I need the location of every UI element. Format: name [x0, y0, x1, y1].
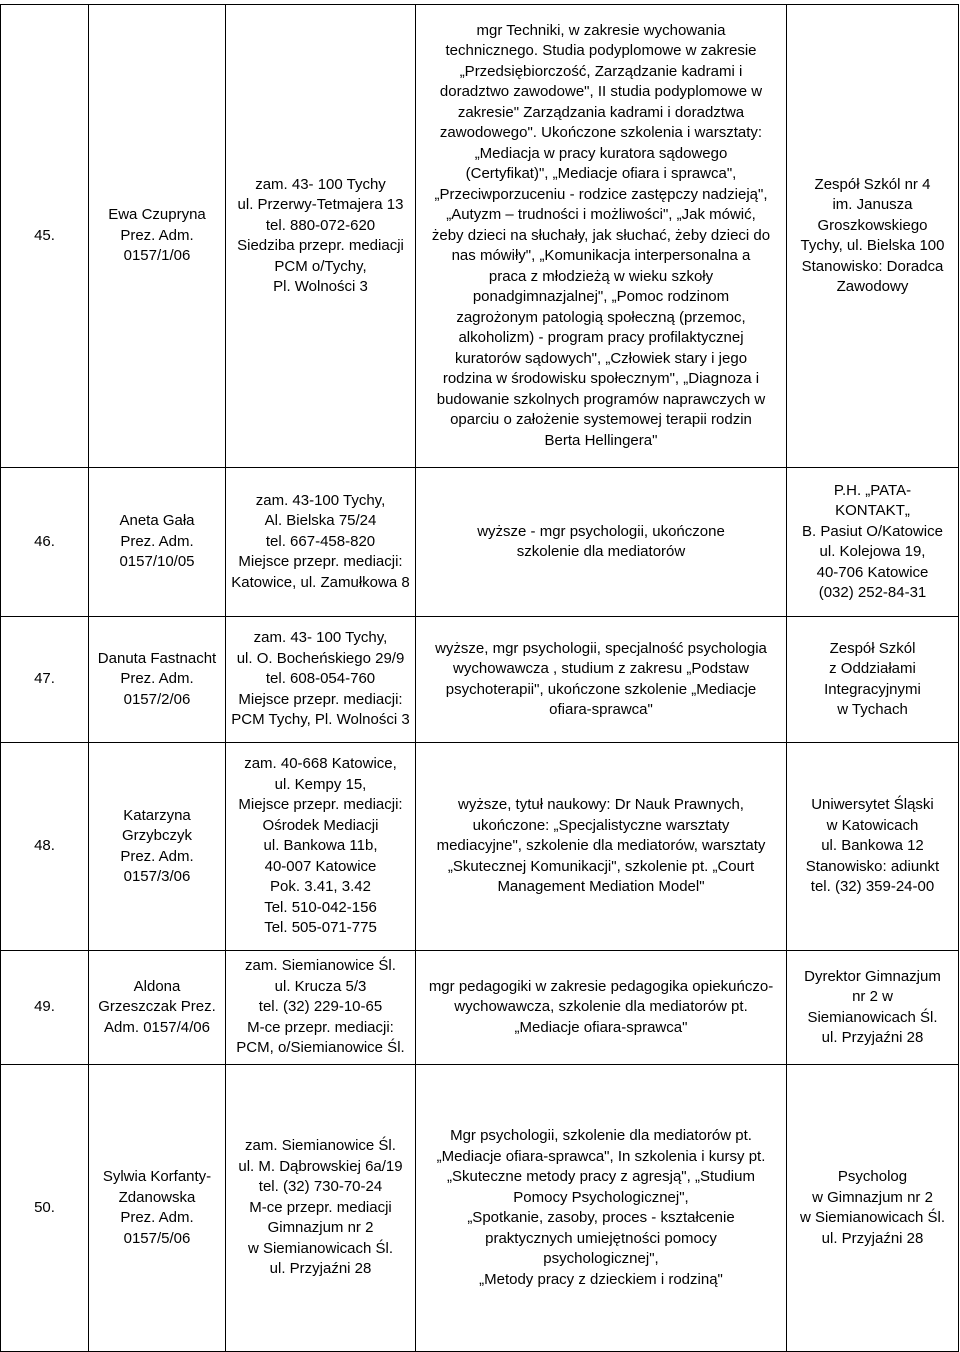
address-line: tel. 880-072-620 — [265, 216, 376, 234]
education-line: alkoholizm) - program pracy profilaktycznej — [458, 329, 744, 347]
row-number: 47. — [1, 617, 89, 743]
education-cell — [416, 1065, 787, 1352]
workplace-line: Dyrektor Gimnazjum — [804, 967, 941, 985]
row-number: 45. — [1, 5, 89, 468]
table-row — [1, 617, 959, 743]
address-line: tel. (32) 229-10-65 — [258, 998, 383, 1016]
education-line: oparciu o założenie systemowej terapii rodzin — [450, 411, 752, 429]
workplace-cell — [787, 5, 959, 468]
table-row — [1, 1065, 959, 1352]
address-line: zam. 43- 100 Tychy — [255, 175, 386, 193]
address-line: ul. Krucza 5/3 — [274, 977, 367, 995]
mediator-name-line: Prez. Adm. — [120, 847, 194, 865]
workplace-line: ul. Kolejowa 19, — [819, 543, 926, 560]
mediator-name-line: Prez. Adm. — [120, 1209, 194, 1226]
mediator-name-cell — [89, 1065, 226, 1352]
address-line: Miejsce przepr. mediacji: — [238, 796, 403, 814]
mediator-name-cell — [89, 617, 226, 743]
education-line: praca z młodzieżą w wieku szkoły — [488, 267, 714, 285]
address-line: zam. 40-668 Katowice, — [244, 755, 397, 773]
workplace-line: ul. Bankowa 12 — [821, 837, 924, 855]
address-line: Katowice, ul. Zamułkowa 8 — [231, 573, 410, 591]
address-line: PCM, o/Siemianowice Śl. — [236, 1039, 405, 1057]
address-line: M-ce przepr. mediacji: — [247, 1018, 394, 1036]
address-cell — [226, 951, 416, 1065]
education-line: rodzina w środowisku społecznym", „Diagnoza i — [442, 370, 760, 388]
workplace-line: B. Pasiut O/Katowice — [802, 522, 943, 540]
education-line: zawodowego". Ukończone szkolenia i warsztaty: — [439, 124, 763, 142]
workplace-line: im. Janusza — [832, 196, 913, 213]
mediator-name-line: Ewa Czupryna — [108, 206, 206, 224]
education-line: psychologicznej", — [543, 1250, 659, 1267]
address-line: zam. 43-100 Tychy, — [255, 491, 386, 509]
education-line: mgr pedagogiki w zakresie pedagogika opiekuńczo- — [428, 977, 774, 995]
workplace-line: Integracyjnymi — [824, 680, 921, 698]
workplace-line: Zespół Szkól nr 4 — [814, 175, 931, 193]
address-cell — [226, 743, 416, 951]
row-number: 49. — [1, 951, 89, 1065]
workplace-line: Stanowisko: adiunkt — [805, 857, 940, 875]
mediator-name-line: Sylwia Korfanty- — [102, 1168, 212, 1185]
education-line: „Przeciwporzuceniu - rodzice zastępczy nadzieją", — [434, 185, 768, 203]
address-line: PCM o/Tychy, — [274, 257, 367, 275]
education-line: żeby dzieci na słuchały, jak słuchać, żeby dzieci do — [431, 226, 771, 244]
education-line: (Certyfikat)", „Mediacje ofiara i sprawca", — [465, 165, 737, 183]
address-line: tel. (32) 730-70-24 — [258, 1178, 383, 1196]
mediator-name-line: 0157/5/06 — [123, 1229, 191, 1247]
education-line: „Skuteczne metody pracy z agresją", „Studium — [447, 1168, 755, 1185]
workplace-cell — [787, 743, 959, 951]
address-cell — [226, 5, 416, 468]
education-line: mediacyjne", szkolenie dla mediatorów, warsztaty — [436, 837, 766, 855]
address-line: Pok. 3.41, 3.42 — [270, 878, 371, 896]
workplace-line: Groszkowskiego — [817, 216, 928, 234]
table-row — [1, 468, 959, 617]
address-cell — [226, 617, 416, 743]
education-cell — [416, 951, 787, 1065]
education-line: „Autyzm – trudności i możliwości", „Jak mówić, — [446, 206, 756, 224]
education-cell — [416, 617, 787, 743]
workplace-line: 40-706 Katowice — [816, 563, 929, 581]
address-line: ul. Bankowa 11b, — [263, 837, 378, 855]
mediator-name-cell — [89, 743, 226, 951]
education-line: „Spotkanie, zasoby, proces - kształcenie — [467, 1209, 735, 1226]
workplace-line: w Katowicach — [826, 816, 919, 834]
education-cell — [416, 743, 787, 951]
workplace-line: (032) 252-84-31 — [818, 584, 927, 601]
workplace-line: KONTAKT„ — [835, 502, 910, 519]
workplace-line: Siemianowicach Śl. — [807, 1008, 938, 1026]
row-number: 50. — [1, 1065, 89, 1352]
workplace-line: w Tychach — [837, 701, 908, 718]
education-line: wychowawcza , studium z zakresu „Podstaw — [453, 660, 749, 677]
row-number: 46. — [1, 468, 89, 617]
education-line: „Skutecznej Komunikacji", szkolenie pt. „Court — [447, 857, 755, 875]
mediator-name-line: 0157/3/06 — [123, 868, 191, 885]
education-line: praktycznych umiejętności pomocy — [485, 1229, 717, 1247]
education-line: doradztwo zawodowe", II studia podyplomowe w — [439, 83, 763, 101]
education-cell — [416, 468, 787, 617]
mediator-name-line: Katarzyna — [123, 806, 191, 824]
address-line: zam. Siemianowice Śl. — [245, 957, 396, 975]
workplace-line: tel. (32) 359-24-00 — [810, 878, 935, 896]
address-line: ul. Przerwy-Tetmajera 13 — [237, 196, 404, 213]
mediator-name-line: 0157/10/05 — [119, 553, 195, 571]
workplace-cell — [787, 617, 959, 743]
workplace-line: w Gimnazjum nr 2 — [812, 1188, 933, 1206]
workplace-line: w Siemianowicach Śl. — [799, 1209, 946, 1226]
workplace-cell — [787, 468, 959, 617]
education-line: ponadgimnazjalnej", „Pomoc rodzinom — [472, 288, 730, 306]
address-cell — [226, 468, 416, 617]
workplace-line: P.H. „PATA- — [833, 481, 912, 499]
table-row — [1, 5, 959, 468]
mediator-name-cell — [89, 5, 226, 468]
mediator-name-line: Grzeszczak Prez. — [98, 998, 216, 1016]
education-line: Mgr psychologii, szkolenie dla mediatorów pt. — [450, 1127, 752, 1144]
education-line: kuratorów sądowych", „Człowiek stary i jego — [454, 349, 748, 367]
education-line: zakresie" Zarządzania kadrami i doradztwa — [457, 103, 745, 121]
education-line: psychoterapii", ukończone szkolenie „Mediacje — [445, 680, 757, 698]
education-line: wychowawcza, szkolenie dla mediatorów pt. — [454, 998, 748, 1016]
education-line: „Mediacja w pracy kuratora sądowego — [474, 144, 728, 162]
mediator-name-line: 0157/1/06 — [123, 247, 191, 265]
mediator-name-line: Adm. 0157/4/06 — [104, 1018, 210, 1036]
address-line: zam. 43- 100 Tychy, — [253, 629, 388, 647]
workplace-line: Zawodowy — [836, 278, 909, 295]
address-line: Siedziba przepr. mediacji — [237, 237, 404, 254]
workplace-line: Zespół Szkól — [829, 639, 916, 657]
table-row — [1, 743, 959, 951]
address-line: Miejsce przepr. mediacji: — [238, 553, 403, 571]
education-cell — [416, 5, 787, 468]
address-line: zam. Siemianowice Śl. — [245, 1137, 396, 1155]
mediator-name-cell — [89, 468, 226, 617]
mediator-name-cell — [89, 951, 226, 1065]
education-line: „Przedsiębiorczość, Zarządzanie kadrami i — [459, 62, 743, 80]
address-line: Miejsce przepr. mediacji: — [238, 690, 403, 708]
education-line: ofiara-sprawca" — [549, 701, 653, 718]
mediator-name-line: Aldona — [133, 977, 181, 995]
workplace-line: Tychy, ul. Bielska 100 — [800, 237, 945, 254]
address-line: ul. M. Dąbrowskiej 6a/19 — [238, 1157, 403, 1175]
mediator-name-line: 0157/2/06 — [123, 690, 191, 708]
address-line: Gimnazjum nr 2 — [267, 1219, 374, 1237]
address-line: M-ce przepr. mediacji — [249, 1198, 392, 1216]
workplace-line: ul. Przyjaźni 28 — [821, 1229, 924, 1247]
mediator-name-line: Prez. Adm. — [120, 226, 194, 244]
mediator-name-line: Grzybczyk — [121, 827, 192, 844]
workplace-line: nr 2 w — [852, 988, 893, 1005]
address-line: tel. 667-458-820 — [265, 532, 376, 550]
mediator-name-line: Zdanowska — [118, 1188, 196, 1206]
education-line: szkolenie dla mediatorów — [516, 543, 686, 560]
address-line: ul. Przyjaźni 28 — [269, 1260, 372, 1278]
education-line: „Mediacje ofiara-sprawca", In szkolenia i kursy pt. — [436, 1147, 766, 1165]
address-line: Ośrodek Mediacji — [262, 816, 379, 834]
address-line: Al. Bielska 75/24 — [264, 512, 377, 530]
education-line: Berta Hellingera" — [544, 431, 658, 449]
address-line: PCM Tychy, Pl. Wolności 3 — [231, 711, 410, 729]
education-line: wyższe, tytuł naukowy: Dr Nauk Prawnych, — [458, 796, 744, 814]
address-line: ul. O. Bocheńskiego 29/9 — [236, 649, 405, 667]
row-number: 48. — [1, 743, 89, 951]
education-line: „Mediacje ofiara-sprawca" — [514, 1018, 688, 1036]
education-line: wyższe, mgr psychologii, specjalność psychologia — [435, 639, 767, 657]
education-line: budowanie szkolnych programów naprawczych w — [436, 390, 766, 408]
address-line: ul. Kempy 15, — [274, 775, 367, 793]
address-line: Pl. Wolności 3 — [273, 278, 368, 295]
education-line: wyższe - mgr psychologii, ukończone — [477, 522, 725, 540]
workplace-cell — [787, 1065, 959, 1352]
mediator-name-line: Danuta Fastnacht — [97, 649, 217, 667]
workplace-line: Stanowisko: Doradca — [801, 257, 944, 275]
mediator-name-line: Prez. Adm. — [120, 670, 194, 688]
education-line: „Metody pracy z dzieckiem i rodziną" — [479, 1270, 723, 1288]
education-line: mgr Techniki, w zakresie wychowania — [476, 21, 726, 39]
address-line: Tel. 510-042-156 — [264, 898, 377, 916]
workplace-line: Uniwersytet Śląski — [811, 796, 934, 814]
address-line: Tel. 505-071-775 — [264, 919, 377, 937]
mediator-name-line: Prez. Adm. — [120, 532, 194, 550]
workplace-line: Psycholog — [837, 1168, 908, 1185]
workplace-cell — [787, 951, 959, 1065]
education-line: Management Mediation Model" — [497, 878, 705, 896]
table-row — [1, 951, 959, 1065]
address-line: tel. 608-054-760 — [265, 670, 376, 688]
education-line: ukończone: „Specjalistyczne warsztaty — [472, 816, 730, 834]
workplace-line: z Oddziałami — [829, 660, 916, 677]
education-line: nas mówiły", „Komunikacja interpersonalna a — [451, 247, 751, 265]
address-line: 40-007 Katowice — [264, 857, 377, 875]
workplace-line: ul. Przyjaźni 28 — [821, 1029, 924, 1046]
education-line: Pomocy Psychologicznej", — [513, 1188, 689, 1206]
education-line: technicznego. Studia podyplomowe w zakresie — [445, 42, 757, 60]
mediator-name-line: Aneta Gała — [119, 512, 195, 530]
address-line: w Siemianowicach Śl. — [247, 1239, 394, 1257]
mediators-table — [0, 4, 959, 1352]
education-line: zagrożonym patologią społeczną (przemoc, — [456, 308, 746, 326]
table-body — [1, 5, 959, 1352]
address-cell — [226, 1065, 416, 1352]
